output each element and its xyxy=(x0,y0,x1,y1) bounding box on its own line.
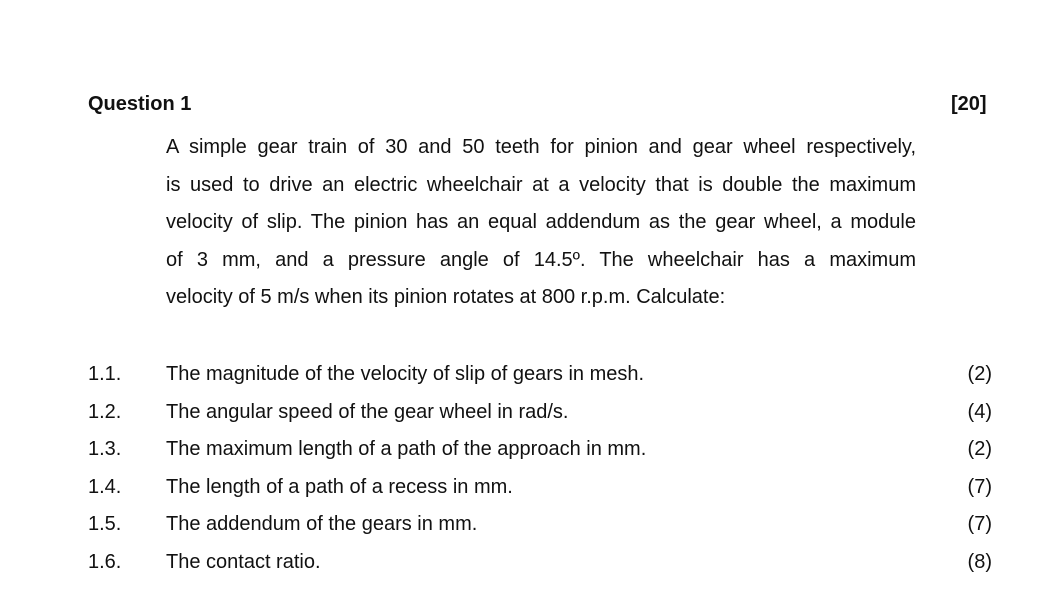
sub-question-text: The length of a path of a recess in mm. xyxy=(166,475,513,498)
sub-question-number: 1.6. xyxy=(88,550,122,573)
sub-question-text: The maximum length of a path of the approach in mm. xyxy=(166,438,647,460)
question-line: velocity of slip. The pinion has an equal addendum as the gear wheel, a module xyxy=(166,211,916,233)
question-line: is used to drive an electric wheelchair at a velocity that is double the maximum xyxy=(166,173,916,196)
sub-question-marks: (7) xyxy=(967,513,992,535)
sub-question-item xyxy=(88,394,992,432)
sub-question-item xyxy=(88,431,992,469)
question-statement xyxy=(166,129,916,317)
sub-question-marks: (4) xyxy=(967,400,992,423)
sub-question-number: 1.4. xyxy=(88,475,122,498)
sub-question-item xyxy=(88,544,992,582)
sub-question-number: 1.1. xyxy=(88,363,122,385)
question-line: of 3 mm, and a pressure angle of 14.5º. The wheelchair has a maximum xyxy=(166,248,916,271)
sub-question-item xyxy=(88,506,992,544)
sub-question-number: 1.3. xyxy=(88,438,122,460)
sub-question-text: The angular speed of the gear wheel in rad/s. xyxy=(166,400,569,423)
sub-question-number: 1.5. xyxy=(88,513,122,535)
sub-question-text: The magnitude of the velocity of slip of gears in mesh. xyxy=(166,363,645,385)
question-total-marks: [20] xyxy=(951,93,987,115)
sub-question-number: 1.2. xyxy=(88,400,122,423)
question-title: Question 1 xyxy=(88,93,192,115)
sub-question-marks: (2) xyxy=(967,438,992,460)
sub-question-item xyxy=(88,469,992,507)
sub-question-list xyxy=(88,356,992,581)
question-line: velocity of 5 m/s when its pinion rotates at 800 r.p.m. Calculate: xyxy=(166,286,726,308)
sub-question-text: The contact ratio. xyxy=(166,550,321,573)
sub-question-text: The addendum of the gears in mm. xyxy=(166,513,478,535)
sub-question-marks: (8) xyxy=(967,550,992,573)
question-line: A simple gear train of 30 and 50 teeth for pinion and gear wheel respectively, xyxy=(166,136,916,158)
sub-question-marks: (7) xyxy=(967,475,992,498)
sub-question-item xyxy=(88,356,992,394)
sub-question-marks: (2) xyxy=(967,363,992,385)
